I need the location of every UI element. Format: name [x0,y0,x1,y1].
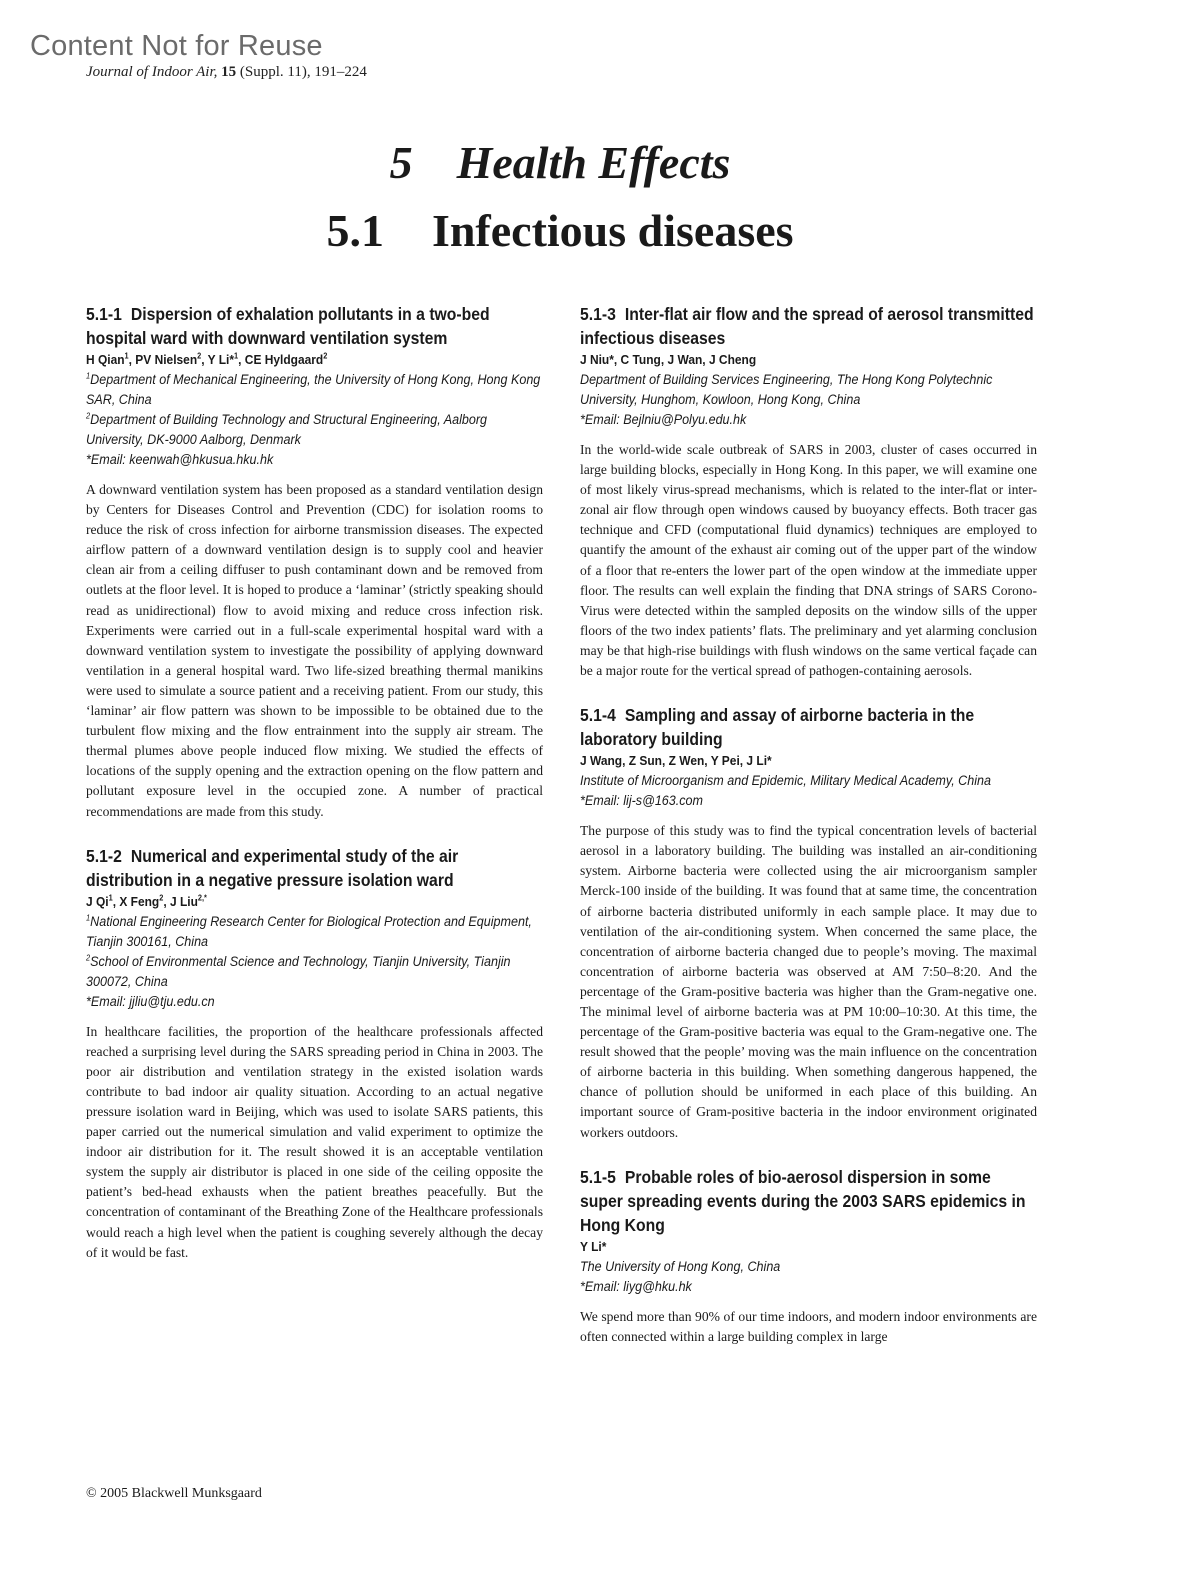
author-superscript: 1 [108,893,113,903]
author-name: CE Hyldgaard [244,352,324,367]
author-name: X Feng [119,893,160,909]
abstract-code: 5.1-4 [580,705,616,726]
abstract-title [580,703,1037,751]
affiliation-text: School of Environmental Science and Technology, Tianjin University, Tianjin 300072, China [86,953,511,989]
affiliation-text: Department of Building Services Engineering, The Hong Kong Polytechnic University, Hunghom, Kowloon, Hong Kong, China [580,372,993,407]
affiliation [86,912,545,952]
author-list [580,1237,1038,1257]
author-name: J Wang [580,753,623,769]
author-name: Z Wen [668,753,705,769]
journal-pages: (Suppl. 11), 191–224 [239,64,367,80]
abstract-title [580,302,1037,350]
author-superscript: 2,* [197,893,207,903]
author-list: H Qian$^1$, PV Nielsen$^2$, Y Li*$^1$, CE Hyldgaard$^2$ [86,351,328,367]
author-name: J Qi [86,893,109,909]
abstract-body: The purpose of this study was to find the typical concentration levels of bacterial aerosol in a laboratory building. The building was installed an air-conditioning system. Airborne bacteria were collected using the air microorganism sampler Merck-100 inside of the building. It was found that at same time, the concentration of airborne bacteria distributed uniformly in each sample place. It may due to ventilation of the air-conditioning system. When concerned the same place, the concentration of airborne bacteria changed due to people’s moving. The maximal concentration of airborne bacteria was observed at AM 7:50–8:20. And the percentage of the Gram-positive bacteria was higher than the Gram-negative one. The minimal level of airborne bacteria was at PM 10:00–10:30. At this time, the percentage of the Gram-positive bacteria was equal to the Gram-negative one. The result showed that the people’ moving was the main influence on the concentration of airborne bacteria in this building. When something dangerous happened, the chance of pollution should be uniformed in each place of this building. An important source of Gram-positive bacteria in the indoor environment originated workers outdoors. [580,823,1037,1140]
abstract-title-text: Sampling and assay of airborne bacteria in the laboratory building [580,705,975,750]
abstract-title-text: Inter-flat air flow and the spread of aerosol transmitted infectious diseases [580,304,1034,348]
email-address: *Email: lij-s@163.com [580,793,703,809]
author-name: J Niu* [580,352,614,367]
abstract-title [86,302,543,350]
author-superscript: 2 [159,893,164,903]
author-name: H Qian [86,352,125,367]
author-superscript: 2 [197,351,202,361]
chapter-title: Health Effects [456,137,731,188]
email-address: *Email: keenwah@hkusua.hku.hk [86,452,274,467]
author-name: Y Pei [710,753,740,769]
affiliation [580,771,1039,791]
abstract-body: We spend more than 90% of our time indoors, and modern indoor environments are often connected within a large building complex in large [580,1308,1037,1344]
section-number: 5.1 [326,205,384,256]
author-name: Y Li* [207,352,235,367]
affiliation [86,952,545,992]
affiliation [86,370,545,410]
affiliation-text: National Engineering Research Center for Biological Protection and Equipment, Tianjin 300161, China [86,913,532,949]
affiliation-text: Institute of Microorganism and Epidemic, Military Medical Academy, China [580,773,991,789]
author-name: J Li* [746,753,772,769]
chapter-number: 5 [389,137,413,188]
journal-header [86,64,367,81]
affiliation-superscript: 2 [86,411,91,421]
author-name: PV Nielsen [135,352,198,367]
section-heading [0,204,1120,257]
abstract-code: 5.1-3 [580,304,616,324]
copyright-footer: © 2005 Blackwell Munksgaard [86,1486,262,1501]
journal-name: Journal of Indoor Air, [86,64,218,80]
affiliation [86,410,545,450]
author-name: Y Li* [580,1238,607,1254]
author-name: J Wan [667,352,703,367]
abstract-body: In healthcare facilities, the proportion of the healthcare professionals affected reached a surprising level during the SARS spreading period in China in 2003. The poor air distribution and ventilation strategy in the existed isolation wards contribute to bad indoor air quality situation. According to an actual negative pressure isolation ward in Beijing, which was used to isolate SARS patients, this paper carried out the numerical simulation and valid experiment to optimize the indoor air distribution for it. The result showed it is an acceptable ventilation system the supply air distributor is placed in one side of the ceiling opposite the patient’s bed-head exhausts when the patient breathes peacefully. But the concentration of contaminant of the Breathing Zone of the Healthcare professionals would reach a high level when the patient is coughing severely although the decay of it would be fast. [86,1023,543,1260]
email-address: *Email: jjliu@tju.edu.cn [86,993,215,1009]
affiliation-superscript: 1 [86,913,91,923]
left-column [86,302,543,1285]
author-list: J Qi$^1$, X Feng$^2$, J Liu$^{2,*}$ [86,893,207,909]
affiliation-text: Department of Mechanical Engineering, the University of Hong Kong, Hong Kong SAR, China [86,372,541,407]
author-name: J Liu [169,893,198,909]
abstract-code: 5.1-1 [86,304,122,324]
email-address: *Email: liyg@hku.hk [580,1278,692,1294]
author-superscript: 1 [124,351,129,361]
author-name: C Tung [620,352,661,367]
abstract-code: 5.1-2 [86,845,122,866]
abstract-title-text: Numerical and experimental study of the air distribution in a negative pressure isolation ward [86,845,459,890]
affiliation-superscript: 1 [86,371,91,381]
author-superscript: 1 [234,351,239,361]
right-column [580,302,1037,1369]
affiliation-superscript: 2 [86,953,91,963]
abstract-code: 5.1-5 [580,1166,616,1187]
abstract-body: A downward ventilation system has been proposed as a standard ventilation design by Centers for Diseases Control and Prevention (CDC) for isolation rooms to reduce the risk of cross infection for airborne transmission diseases. The expected airflow pattern of a downward ventilation design is to supply cool and heavier clean air from a ceiling diffuser to push contaminant down and be removed from outlets at the floor level. It is hoped to produce a ‘laminar’ (strictly speaking should read as unidirectional) flow to avoid mixing and reduce cross infection risk. Experiments were carried out in a full-scale experimental hospital ward with a downward ventilation system to investigate the possibility of applying downward ventilation in a general hospital ward. Two life-sized breathing thermal manikins were used to simulate a source patient and a receiving patient. From our study, this ‘laminar’ air flow pattern was shown to be impossible to be obtained due to the turbulent flow mixing and the flow entrainment into the supply air stream. The thermal plumes above people induced flow mixing. We studied the effects of locations of the supply opening and the extraction opening on the flow pattern and pollutant exposure level in the occupied zone. A number of practical recommendations are made from this study. [86,482,543,819]
author-name: Z Sun [628,753,662,769]
author-list: J Wang, Z Sun, Z Wen, Y Pei, J Li* [580,753,772,769]
chapter-heading [0,136,1120,189]
author-name: J Cheng [708,352,757,367]
abstract [580,302,1037,681]
section-title: Infectious diseases [431,205,794,256]
abstract [580,703,1037,1143]
affiliation [580,1257,1039,1277]
abstract [86,844,543,1263]
abstract-body: In the world-wide scale outbreak of SARS in 2003, cluster of cases occurred in large building blocks, especially in Hong Kong. In this paper, we will examine one of most likely virus-spread mechanisms, which is related to the inter-flat or inter-zonal air flow through open windows caused by buoyancy effects. Both tracer gas technique and CFD (computational fluid dynamics) techniques are employed to quantify the amount of the exhaust air coming out of the upper part of the window of a floor that re-enters the lower part of the open window at the immediate upper floor. The results can well explain the finding that DNA strings of SARS Corono-Virus were detected within the sampled deposits on the window sills of the upper floors of the two index patients’ flats. The preliminary and yet alarming conclusion may be that high-rise buildings with flush windows on the same vertical façade can be a major route for the vertical spread of pathogen-containing aerosols. [580,442,1037,679]
abstract-title-text: Probable roles of bio-aerosol dispersion in some super spreading events during the 2003 SARS epidemics in Hong Kong [580,1166,1026,1235]
abstract-title [86,844,543,892]
author-list: J Niu*, C Tung, J Wan, J Cheng [580,352,757,367]
abstract-title-text: Dispersion of exhalation pollutants in a two-bed hospital ward with downward ventilation system [86,304,490,348]
affiliation-text: Department of Building Technology and Structural Engineering, Aalborg University, DK-9000 Aalborg, Denmark [86,412,488,447]
abstract [580,1165,1037,1347]
author-superscript: 2 [323,351,328,361]
watermark: Content Not for Reuse [30,30,323,62]
abstract [86,302,543,822]
journal-volume: 15 [221,64,237,80]
abstract-title [580,1165,1037,1237]
email-address: *Email: Bejlniu@Polyu.edu.hk [580,412,747,427]
affiliation-text: The University of Hong Kong, China [580,1258,781,1274]
affiliation [580,370,1039,410]
